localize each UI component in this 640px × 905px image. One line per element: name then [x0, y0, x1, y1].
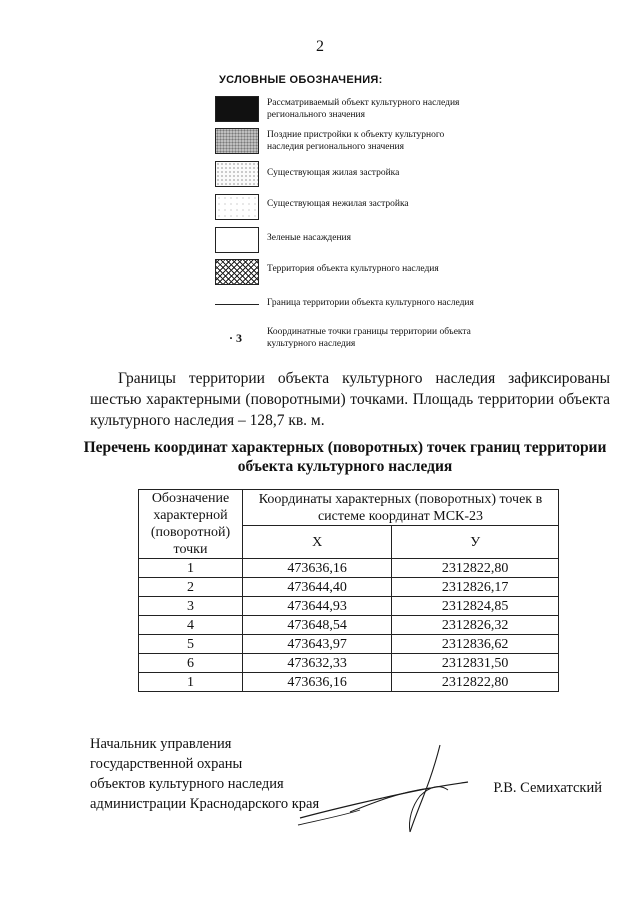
x-coordinate: 473632,33: [243, 654, 392, 673]
position-line: объектов культурного наследия: [90, 776, 284, 792]
legend-label: Поздние пристройки к объекту культурного наследия регионального значения: [267, 130, 445, 152]
gray-dotted-swatch-icon: [215, 128, 259, 154]
crosshatch-swatch-icon: [215, 259, 259, 285]
x-column-header: Х: [243, 526, 392, 559]
territory-description: Границы территории объекта культурного наследия зафиксированы шестью характерными (поворотными) точками. Площадь территории объекта культурного наследия – 128,7 кв. м.: [90, 370, 610, 429]
legend-title: УСЛОВНЫЕ ОБОЗНАЧЕНИЯ:: [219, 74, 383, 86]
coordinate-point-icon: · 3: [229, 331, 243, 345]
handwritten-signature: [290, 740, 480, 840]
coordinates-header: Координаты характерных (поворотных) точек в системе координат МСК-23: [243, 490, 559, 526]
empty-swatch-icon: [215, 227, 259, 253]
legend-label: Рассматриваемый объект культурного наследия регионального значения: [267, 98, 460, 120]
y-coordinate: 2312826,17: [392, 578, 559, 597]
point-designation-header: Обозначение характерной (поворотной) точки: [139, 490, 243, 559]
y-column-header: У: [392, 526, 559, 559]
x-coordinate: 473636,16: [243, 673, 392, 692]
legend-label: Существующая жилая застройка: [267, 168, 400, 178]
light-dotted-swatch-icon: [215, 161, 259, 187]
y-coordinate: 2312822,80: [392, 673, 559, 692]
legend-item-residential: [215, 161, 485, 189]
point-number: 6: [139, 654, 243, 673]
boundary-line-icon: [215, 304, 259, 305]
position-line: государственной охраны: [90, 756, 243, 772]
position-line: Начальник управления: [90, 736, 232, 752]
table-row: [139, 654, 559, 673]
legend-item-extensions: [215, 128, 485, 156]
y-coordinate: 2312836,62: [392, 635, 559, 654]
point-number: 1: [139, 673, 243, 692]
legend-item-green: [215, 227, 485, 255]
black-fill-swatch-icon: [215, 96, 259, 122]
point-number: 3: [139, 597, 243, 616]
legend-item-points: [215, 325, 485, 353]
x-coordinate: 473644,93: [243, 597, 392, 616]
coordinates-table: [138, 489, 559, 692]
table-row: [139, 673, 559, 692]
legend-label: Граница территории объекта культурного наследия: [267, 298, 474, 308]
point-number: 1: [139, 559, 243, 578]
legend-label: Территория объекта культурного наследия: [267, 264, 439, 274]
y-coordinate: 2312824,85: [392, 597, 559, 616]
table-row: [139, 635, 559, 654]
signatory-name: Р.В. Семихатский: [493, 780, 602, 796]
table-row: [139, 578, 559, 597]
y-coordinate: 2312831,50: [392, 654, 559, 673]
legend-label: Существующая нежилая застройка: [267, 199, 409, 209]
point-number: 5: [139, 635, 243, 654]
x-coordinate: 473636,16: [243, 559, 392, 578]
table-row: [139, 597, 559, 616]
legend-label: Зеленые насаждения: [267, 233, 351, 243]
section-heading: Перечень координат характерных (поворотных) точек границ территории объекта культурного наследия: [83, 439, 607, 475]
legend-item-object: [215, 96, 485, 124]
legend-item-nonresidential: [215, 194, 485, 222]
legend-label: Координатные точки границы территории объекта культурного наследия: [267, 327, 471, 349]
y-coordinate: 2312822,80: [392, 559, 559, 578]
x-coordinate: 473648,54: [243, 616, 392, 635]
sparse-dotted-swatch-icon: [215, 194, 259, 220]
point-number: 4: [139, 616, 243, 635]
legend-item-boundary: [215, 296, 485, 324]
table-row: [139, 559, 559, 578]
y-coordinate: 2312826,32: [392, 616, 559, 635]
x-coordinate: 473643,97: [243, 635, 392, 654]
position-line: администрации Краснодарского края: [90, 796, 320, 812]
page-number: 2: [316, 38, 324, 55]
legend-item-territory: [215, 259, 485, 287]
point-number: 2: [139, 578, 243, 597]
table-row: [139, 616, 559, 635]
x-coordinate: 473644,40: [243, 578, 392, 597]
